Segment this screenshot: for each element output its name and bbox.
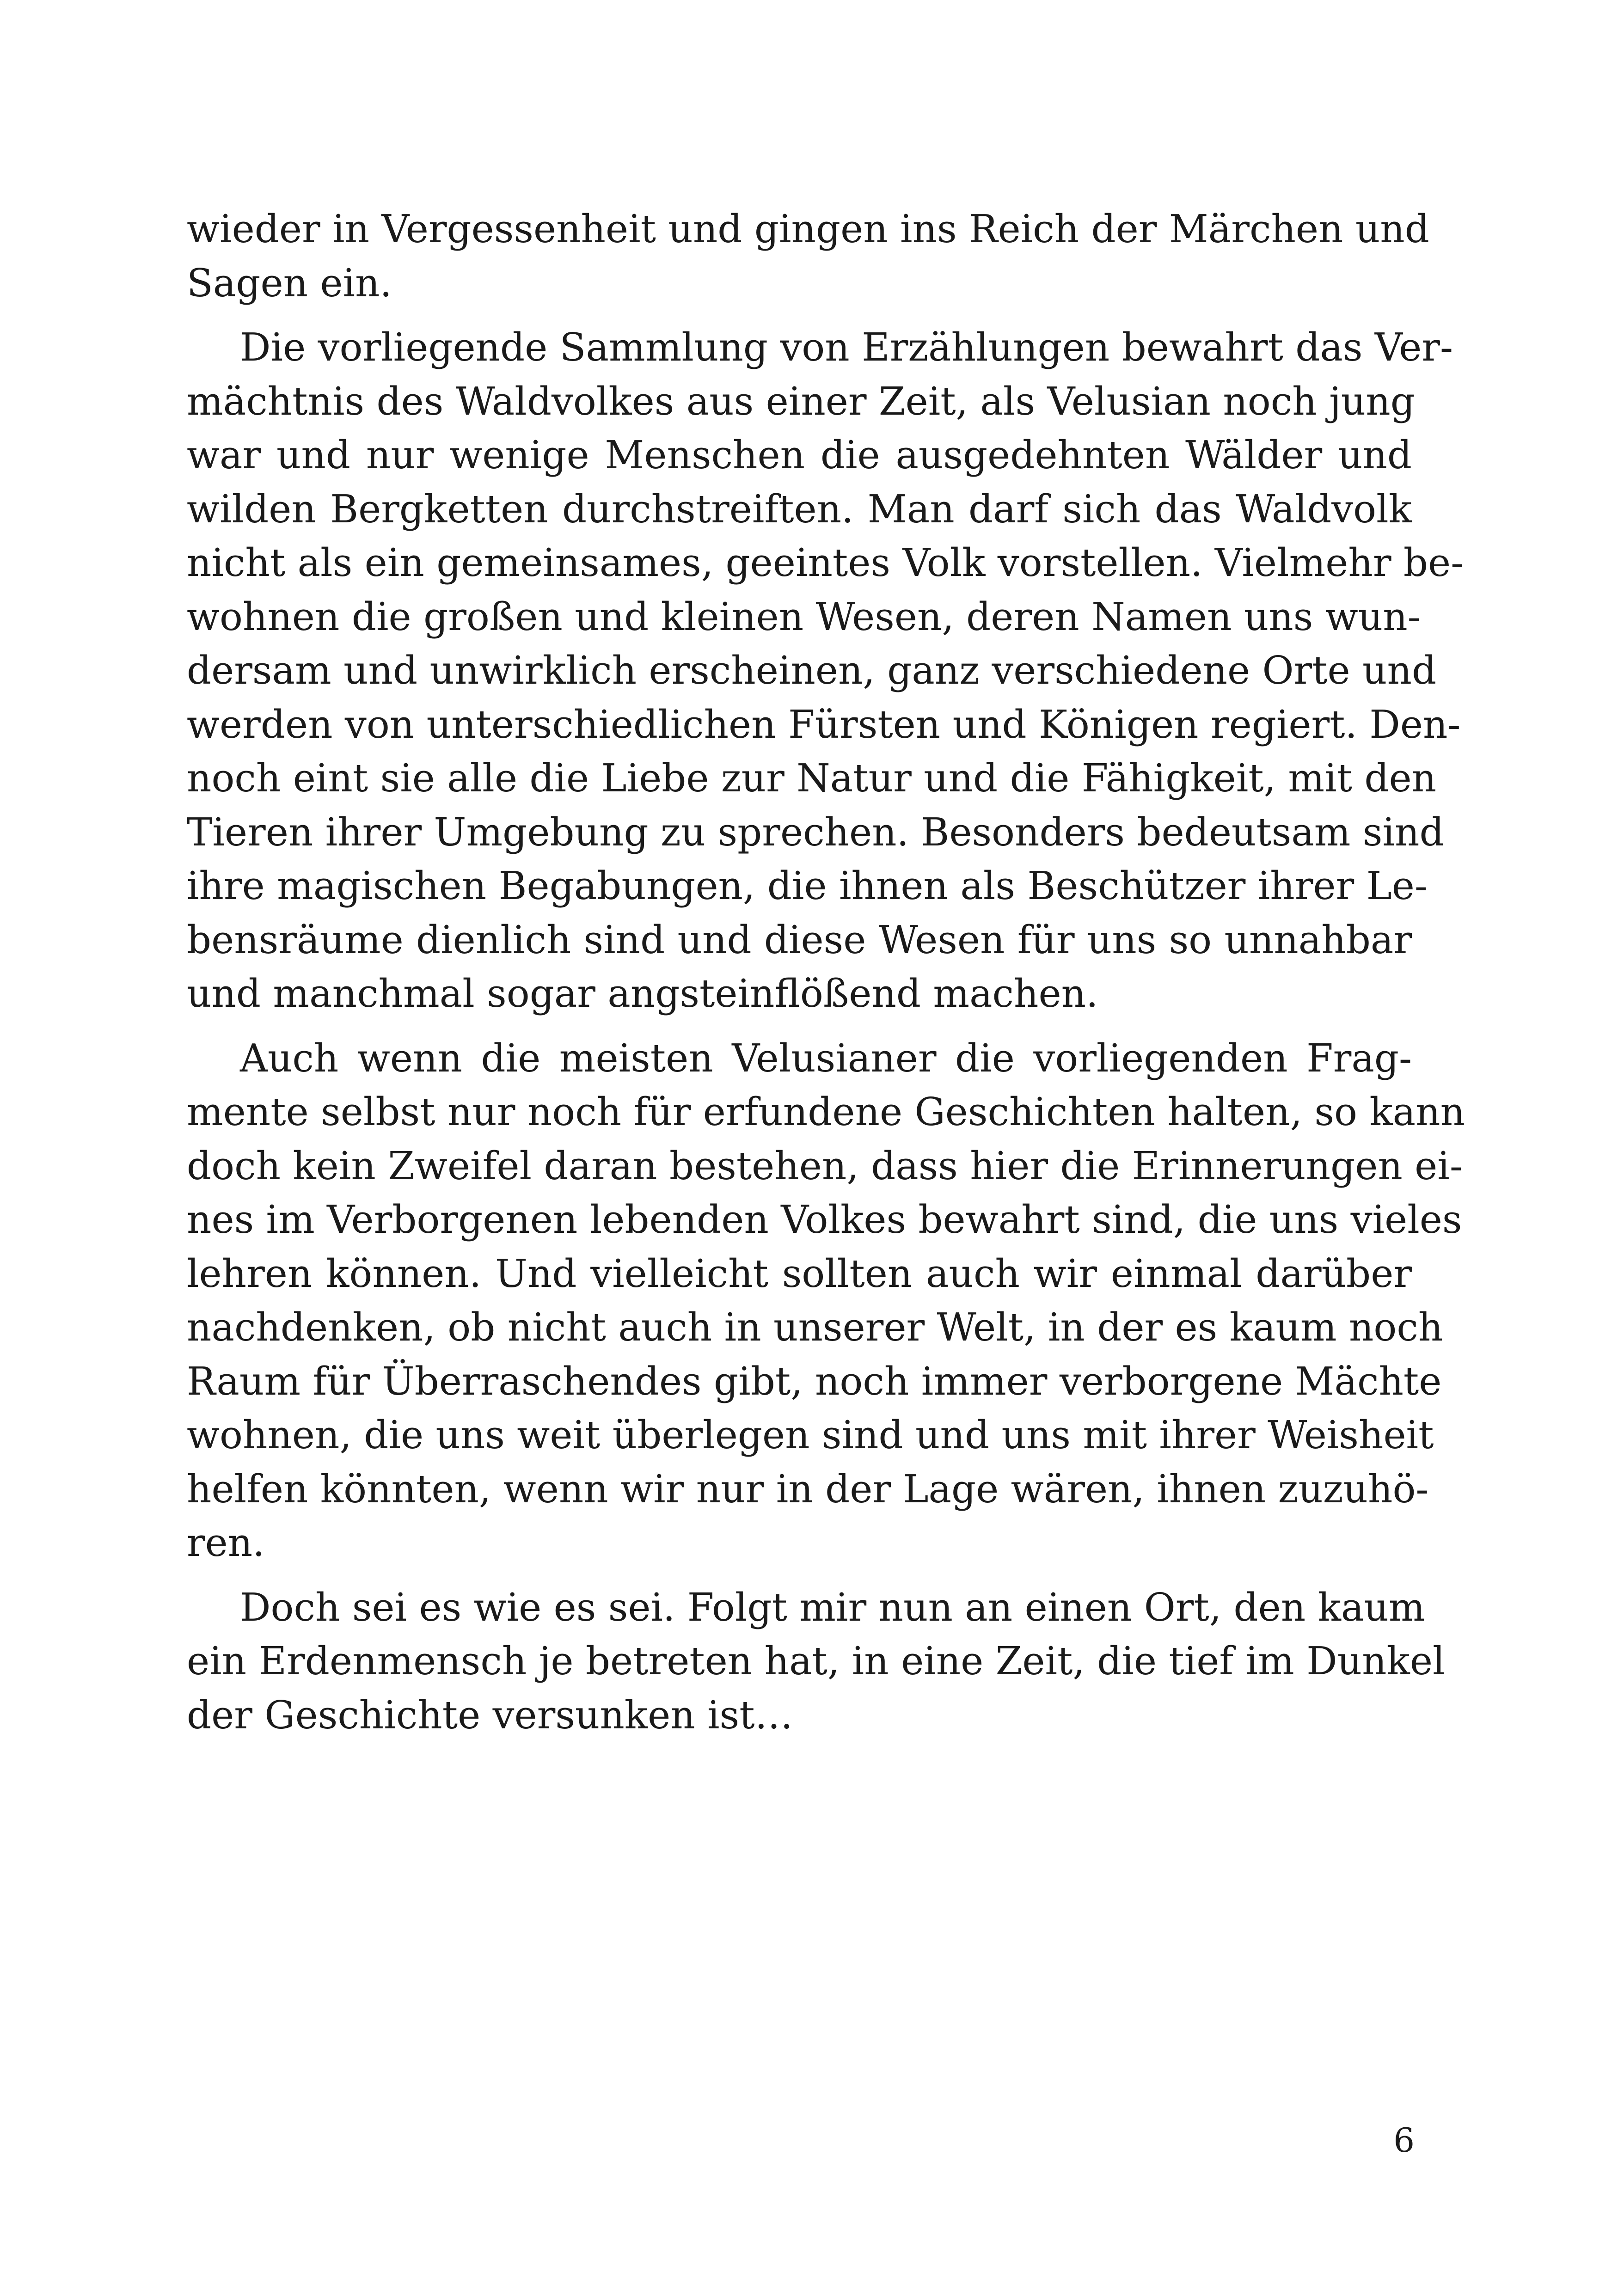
text-line: Raum für Überraschendes gibt, noch immer verborgene Mächte: [187, 1359, 1442, 1404]
text-line: nes im Verborgenen lebenden Volkes bewahrt sind, die uns vieles: [187, 1197, 1462, 1242]
text-line: Tieren ihrer Umgebung zu sprechen. Besonders bedeutsam sind: [187, 809, 1444, 855]
text-line: lehren können. Und vielleicht sollten auch wir einmal darüber: [187, 1251, 1412, 1296]
paragraph-4: [187, 1581, 1445, 1743]
paragraph-2: [187, 321, 1464, 1021]
text-line: ren.: [187, 1520, 265, 1565]
text-line: helfen könnten, wenn wir nur in der Lage wären, ihnen zuzuhö-: [187, 1466, 1429, 1512]
text-line: Doch sei es wie es sei. Folgt mir nun an einen Ort, den kaum: [240, 1585, 1425, 1630]
text-line: ein Erdenmensch je betreten hat, in eine Zeit, die tief im Dunkel: [187, 1639, 1445, 1684]
text-line: war und nur wenige Menschen die ausgedehnten Wälder und: [187, 433, 1412, 478]
text-line: dersam und unwirklich erscheinen, ganz verschiedene Orte und: [187, 648, 1437, 693]
text-line: werden von unterschiedlichen Fürsten und Königen regiert. Den-: [187, 702, 1461, 747]
text-line: Die vorliegende Sammlung von Erzählungen bewahrt das Ver-: [240, 325, 1453, 370]
text-line: der Geschichte versunken ist…: [187, 1692, 793, 1738]
text-line: wohnen, die uns weit überlegen sind und uns mit ihrer Weisheit: [187, 1413, 1434, 1457]
text-line: noch eint sie alle die Liebe zur Natur und die Fähigkeit, mit den: [187, 756, 1437, 801]
text-line: ihre magischen Begabungen, die ihnen als Beschützer ihrer Le-: [187, 863, 1428, 908]
text-line: nachdenken, ob nicht auch in unserer Welt, in der es kaum noch: [187, 1305, 1443, 1350]
text-line: wieder in Vergessenheit und gingen ins Reich der Märchen und: [187, 207, 1429, 251]
text-line: wohnen die großen und kleinen Wesen, deren Namen uns wun-: [187, 594, 1421, 639]
page-number: 6: [1393, 2121, 1415, 2160]
paragraph-3: [187, 1032, 1465, 1570]
text-line: doch kein Zweifel daran bestehen, dass hier die Erinnerungen ei-: [187, 1143, 1463, 1188]
text-line: mächtnis des Waldvolkes aus einer Zeit, als Velusian noch jung: [187, 379, 1415, 424]
text-line: wilden Bergketten durchstreiften. Man darf sich das Waldvolk: [187, 486, 1412, 532]
text-line: mente selbst nur noch für erfundene Geschichten halten, so kann: [187, 1090, 1465, 1134]
paragraph-1: [187, 202, 1429, 310]
body-text: [187, 202, 1465, 1742]
text-line: Auch wenn die meisten Velusianer die vorliegenden Frag-: [240, 1035, 1412, 1081]
text-line: und manchmal sogar angsteinflößend machen.: [187, 971, 1098, 1016]
text-line: Sagen ein.: [187, 260, 392, 306]
text-line: nicht als ein gemeinsames, geeintes Volk vorstellen. Vielmehr be-: [187, 540, 1464, 585]
text-line: bensräume dienlich sind und diese Wesen für uns so unnahbar: [187, 917, 1412, 962]
